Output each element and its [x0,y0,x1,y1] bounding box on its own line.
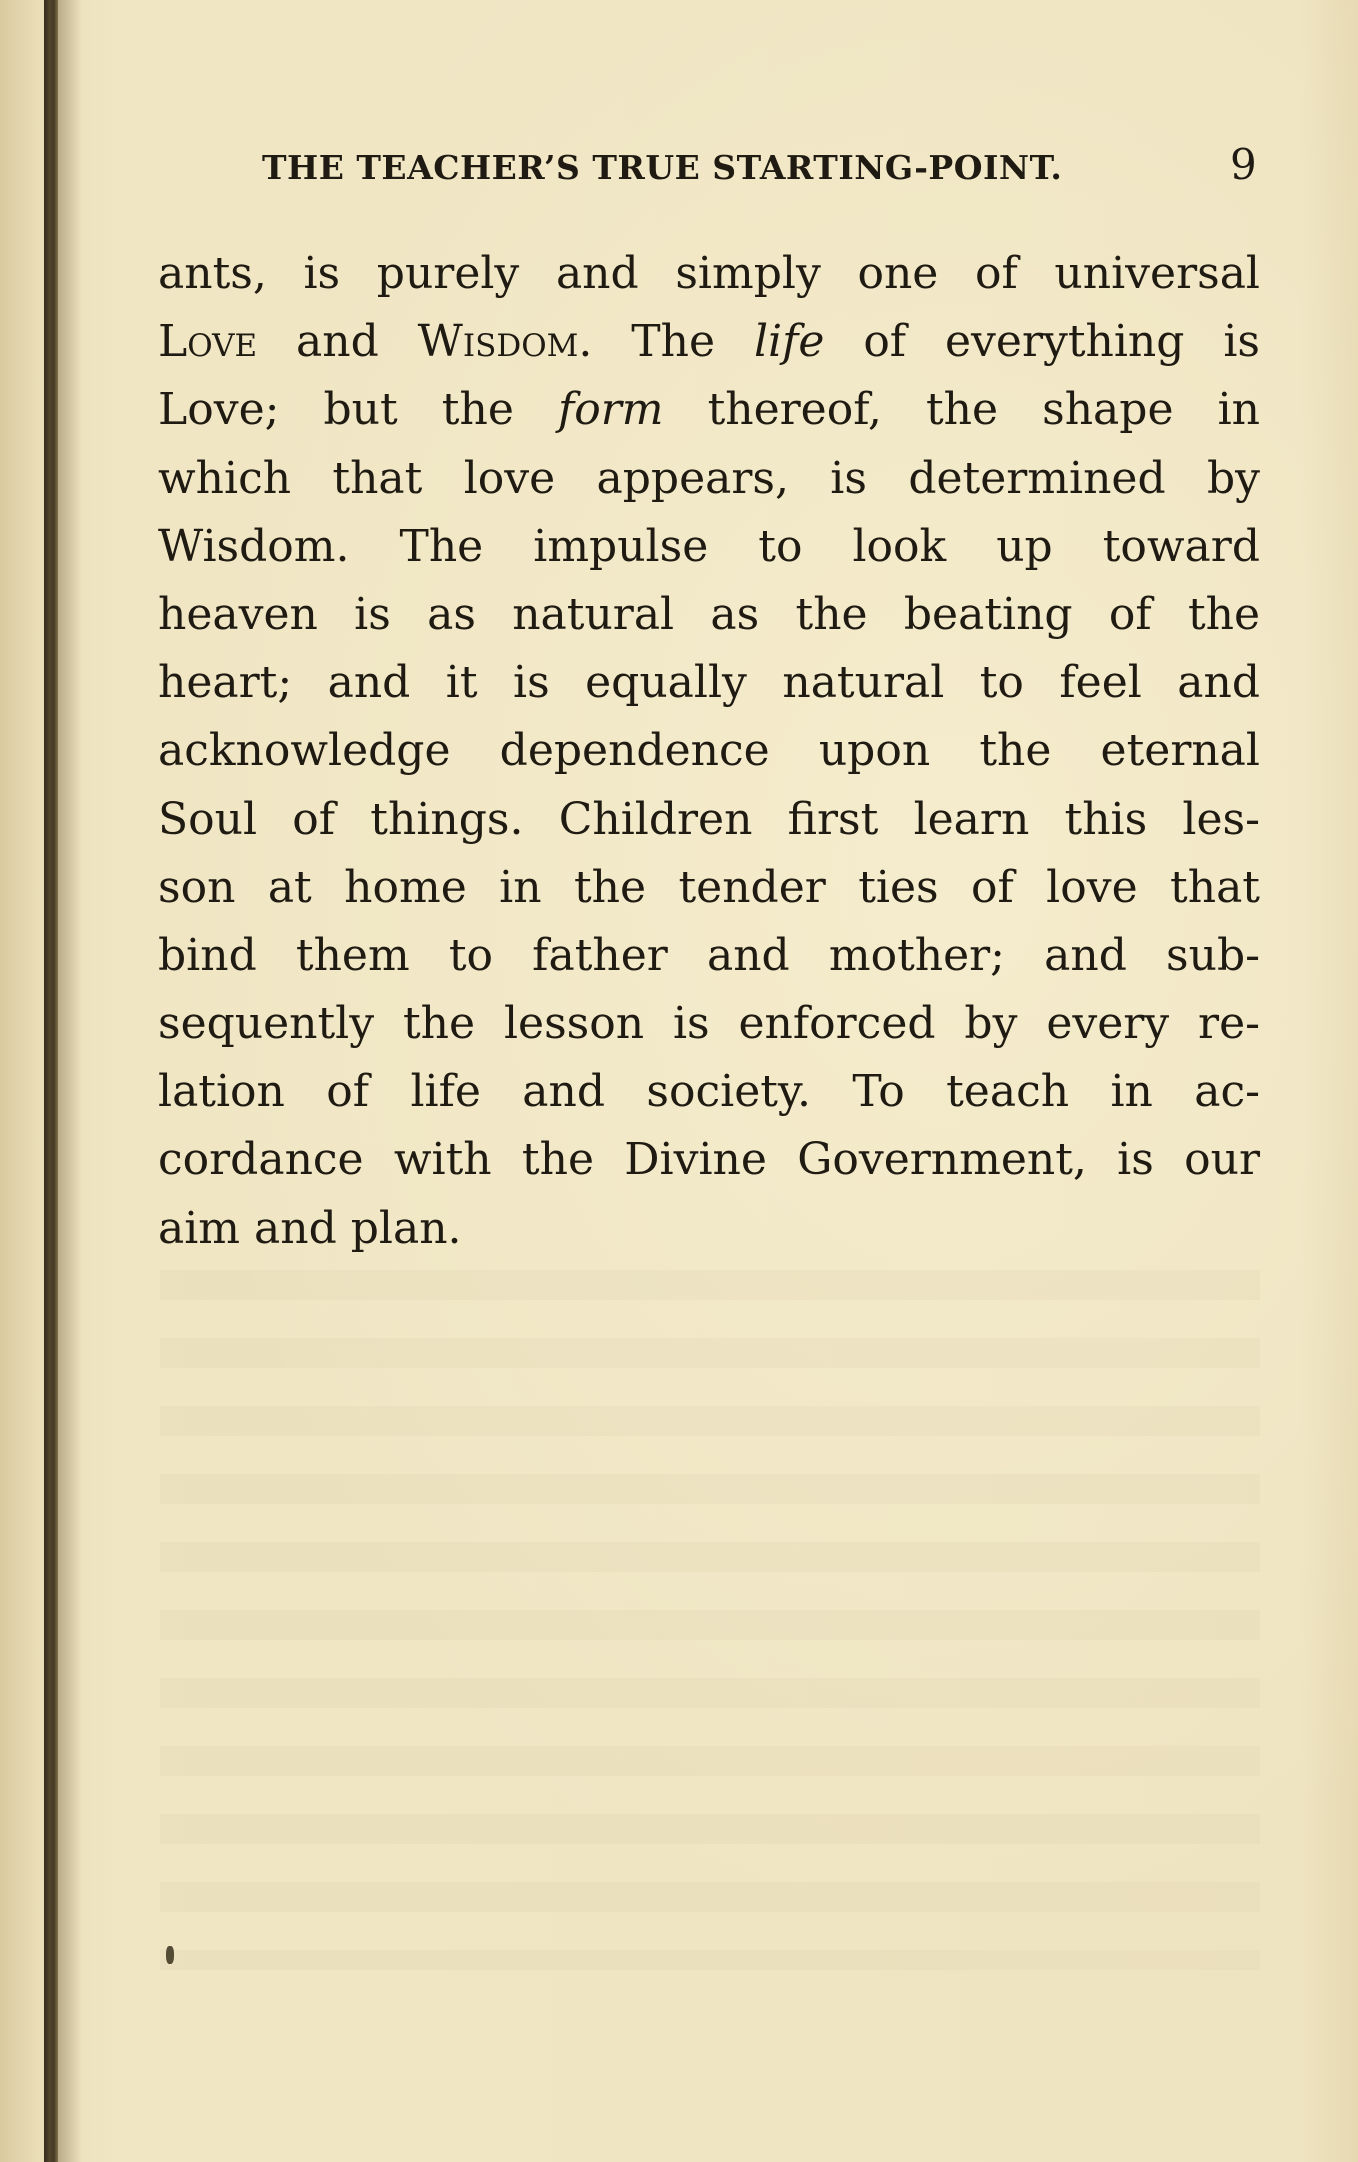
text-line [158,581,1260,649]
ink-speck [166,1946,174,1964]
text-run: acknowledge dependence upon the eternal [158,725,1260,777]
text-line [158,445,1260,513]
text-run: and [257,316,418,368]
text-line [158,1058,1260,1126]
text-run: Love; but the [158,384,558,436]
text-line [158,240,1260,308]
text-run: ants, is purely and simply one of universal [158,248,1260,299]
text-run: which that love appears, is determined by [158,452,1260,504]
text-line [158,376,1260,444]
italic-life: life [753,316,825,368]
text-run: lation of life and society. To teach in ac- [158,1066,1260,1118]
show-through-texture [160,1270,1260,1970]
text-run: bind them to father and mother; and sub- [158,929,1260,981]
page-header [262,138,1262,198]
small-caps-wisdom: Wisdom [417,316,579,368]
text-run: heart; and it is equally natural to feel and [158,657,1260,709]
text-run: of everything is [824,316,1260,368]
text-line [158,922,1260,990]
body-text [158,240,1260,1263]
small-caps-love: Love [158,316,258,368]
text-run: cordance with the Divine Government, is our [158,1134,1260,1186]
text-line [158,854,1260,922]
binding-shadow [58,0,82,2162]
text-run: son at home in the tender ties of love that [158,861,1260,913]
text-line [158,1126,1260,1194]
text-run: heaven is as natural as the beating of the [158,588,1260,640]
text-line [158,649,1260,717]
text-line [158,990,1260,1058]
text-run: . The [578,316,754,368]
text-line [158,308,1260,376]
text-run: Soul of things. Children first learn this les- [158,793,1260,845]
running-head: THE TEACHER’S TRUE STARTING-POINT. [262,148,1063,187]
text-run: thereof, the shape in [663,384,1260,436]
text-line [158,513,1260,581]
text-run: aim and plan. [158,1202,462,1254]
text-run: Wisdom. The impulse to look up toward [158,520,1260,572]
page-binding-edge [44,0,58,2162]
text-line [158,786,1260,854]
text-line [158,717,1260,785]
text-line-last [158,1195,1260,1263]
text-run: sequently the lesson is enforced by every re- [158,998,1260,1050]
page-number: 9 [1230,140,1258,189]
italic-form: form [557,384,664,436]
